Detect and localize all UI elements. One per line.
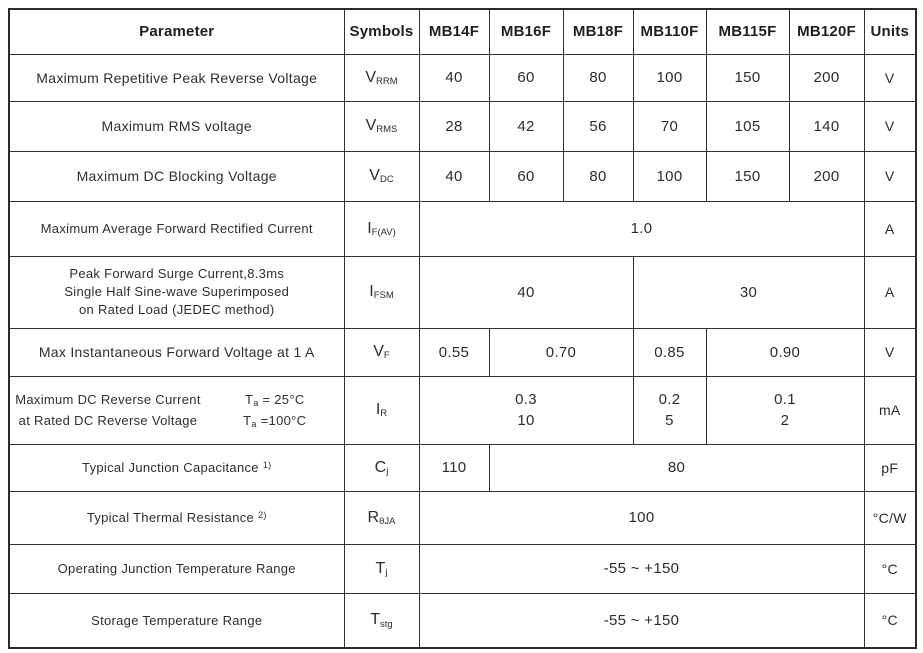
symbol-sub: j [385, 566, 388, 578]
param-ifsm [9, 256, 344, 328]
unit-tj: °C [864, 544, 916, 593]
param-ifav: Maximum Average Forward Rectified Current [9, 201, 344, 256]
symbol-sub: DC [379, 174, 394, 186]
header-units: Units [864, 9, 916, 54]
row-vrrm [9, 54, 916, 101]
value-vdc-mb120f: 200 [789, 151, 864, 201]
row-tstg [9, 593, 916, 648]
value-ir-high-25c: 0.1 [774, 391, 796, 408]
cond-sub: a [253, 398, 259, 409]
unit-vrrm: V [864, 54, 916, 101]
symbol-rthja [344, 491, 419, 544]
cond-sub: a [251, 419, 257, 430]
param-ir-line2: at Rated DC Reverse Voltage [18, 413, 198, 428]
unit-cj: pF [864, 444, 916, 491]
value-vrrm-mb18f: 80 [563, 54, 633, 101]
symbol-base: R [367, 508, 380, 526]
symbol-cj [344, 444, 419, 491]
param-vdc: Maximum DC Blocking Voltage [9, 151, 344, 201]
symbol-vrms [344, 101, 419, 151]
value-vdc-mb14f: 40 [419, 151, 489, 201]
symbol-ifsm [344, 256, 419, 328]
value-vdc-mb110f: 100 [633, 151, 706, 201]
symbol-base: V [369, 167, 380, 184]
value-vdc-mb115f: 150 [706, 151, 789, 201]
value-ir-low [419, 376, 633, 444]
value-vrrm-mb120f: 200 [789, 54, 864, 101]
symbol-vdc [344, 151, 419, 201]
symbol-sub: stg [380, 618, 393, 630]
symbol-base: T [375, 559, 386, 577]
row-ifsm [9, 256, 916, 328]
row-tj [9, 544, 916, 593]
symbol-sub: R [380, 408, 388, 420]
value-vrms-mb110f: 70 [633, 101, 706, 151]
value-vdc-mb16f: 60 [489, 151, 563, 201]
param-rthja [9, 491, 344, 544]
value-ir-high-100c: 2 [780, 412, 790, 429]
value-ir-low-100c: 10 [517, 412, 535, 429]
param-ir-line1: Maximum DC Reverse Current [15, 392, 201, 407]
spec-table [8, 8, 917, 649]
condition-ta100 [206, 413, 344, 428]
unit-tstg: °C [864, 593, 916, 648]
value-tj-all: -55 ~ +150 [419, 544, 864, 593]
symbol-vrrm [344, 54, 419, 101]
footnote-2-marker: 2) [258, 509, 267, 520]
param-ifsm-line2: Single Half Sine-wave Superimposed [64, 284, 290, 299]
value-vrrm-mb115f: 150 [706, 54, 789, 101]
header-model-mb120f: MB120F [789, 9, 864, 54]
symbol-base: I [369, 283, 374, 300]
param-rthja-text: Typical Thermal Resistance [86, 510, 255, 525]
footnote-1-marker: 1) [262, 459, 272, 470]
unit-vrms: V [864, 101, 916, 151]
symbol-ir [344, 376, 419, 444]
param-ir-lines [10, 392, 344, 428]
symbol-sub: θJA [379, 515, 396, 527]
value-vrrm-mb14f: 40 [419, 54, 489, 101]
row-vdc [9, 151, 916, 201]
unit-ifav: A [864, 201, 916, 256]
symbol-ifav [344, 201, 419, 256]
value-ifsm-high: 30 [633, 256, 864, 328]
unit-vdc: V [864, 151, 916, 201]
row-rthja [9, 491, 916, 544]
value-vf-mb14f: 0.55 [419, 328, 489, 376]
row-cj [9, 444, 916, 491]
value-cj-mb14f: 110 [419, 444, 489, 491]
unit-ir: mA [864, 376, 916, 444]
param-ifsm-line3: on Rated Load (JEDEC method) [78, 302, 275, 317]
value-ir-mid-100c: 5 [665, 412, 674, 429]
row-vrms [9, 101, 916, 151]
value-vf-mb16f-mb18f: 0.70 [489, 328, 633, 376]
symbol-sub: FSM [373, 290, 394, 302]
symbol-tstg [344, 593, 419, 648]
row-vf [9, 328, 916, 376]
value-vf-mb115f-mb120f: 0.90 [706, 328, 864, 376]
cond-base: T [244, 392, 254, 407]
header-symbols: Symbols [344, 9, 419, 54]
param-ir [9, 376, 344, 444]
cond-rest: =100°C [256, 413, 307, 428]
header-model-mb115f: MB115F [706, 9, 789, 54]
condition-ta25 [206, 392, 344, 407]
header-parameter: Parameter [9, 9, 344, 54]
symbol-base: T [370, 611, 381, 629]
header-model-mb110f: MB110F [633, 9, 706, 54]
param-tj: Operating Junction Temperature Range [9, 544, 344, 593]
param-cj-text: Typical Junction Capacitance [82, 460, 259, 475]
param-vrrm: Maximum Repetitive Peak Reverse Voltage [9, 54, 344, 101]
symbol-sub: F(AV) [371, 226, 396, 238]
header-model-mb18f: MB18F [563, 9, 633, 54]
value-tstg-all: -55 ~ +150 [419, 593, 864, 648]
value-ir-high [706, 376, 864, 444]
symbol-tj [344, 544, 419, 593]
value-vrms-mb14f: 28 [419, 101, 489, 151]
header-model-mb16f: MB16F [489, 9, 563, 54]
param-ifsm-line1: Peak Forward Surge Current,8.3ms [69, 266, 285, 281]
symbol-sub: F [383, 350, 390, 362]
unit-vf: V [864, 328, 916, 376]
unit-rthja: °C/W [864, 491, 916, 544]
value-ir-mid [633, 376, 706, 444]
datasheet-ratings-table [8, 8, 917, 649]
symbol-sub: RMS [376, 124, 398, 136]
header-model-mb14f: MB14F [419, 9, 489, 54]
header-row [9, 9, 916, 54]
symbol-vf [344, 328, 419, 376]
param-tstg: Storage Temperature Range [9, 593, 344, 648]
value-rthja-all: 100 [419, 491, 864, 544]
value-vrrm-mb110f: 100 [633, 54, 706, 101]
value-cj-rest: 80 [489, 444, 864, 491]
value-ifsm-low: 40 [419, 256, 633, 328]
param-cj [9, 444, 344, 491]
symbol-base: V [365, 117, 377, 134]
symbol-base: C [374, 458, 387, 476]
value-vrms-mb120f: 140 [789, 101, 864, 151]
symbol-base: I [367, 219, 372, 237]
row-ifav [9, 201, 916, 256]
symbol-sub: j [386, 465, 389, 477]
symbol-base: V [373, 343, 384, 360]
param-vrms: Maximum RMS voltage [9, 101, 344, 151]
value-vrms-mb115f: 105 [706, 101, 789, 151]
cond-rest: = 25°C [258, 392, 305, 407]
row-ir [9, 376, 916, 444]
value-ir-low-25c: 0.3 [515, 391, 537, 408]
value-ifav-all: 1.0 [419, 201, 864, 256]
value-vrrm-mb16f: 60 [489, 54, 563, 101]
symbol-base: V [365, 68, 377, 86]
symbol-sub: RRM [376, 75, 398, 87]
value-vf-mb110f: 0.85 [633, 328, 706, 376]
param-vf: Max Instantaneous Forward Voltage at 1 A [9, 328, 344, 376]
value-vrms-mb16f: 42 [489, 101, 563, 151]
cond-base: T [243, 413, 252, 428]
symbol-base: I [375, 401, 381, 418]
value-ir-mid-25c: 0.2 [658, 391, 681, 408]
unit-ifsm: A [864, 256, 916, 328]
value-vdc-mb18f: 80 [563, 151, 633, 201]
value-vrms-mb18f: 56 [563, 101, 633, 151]
